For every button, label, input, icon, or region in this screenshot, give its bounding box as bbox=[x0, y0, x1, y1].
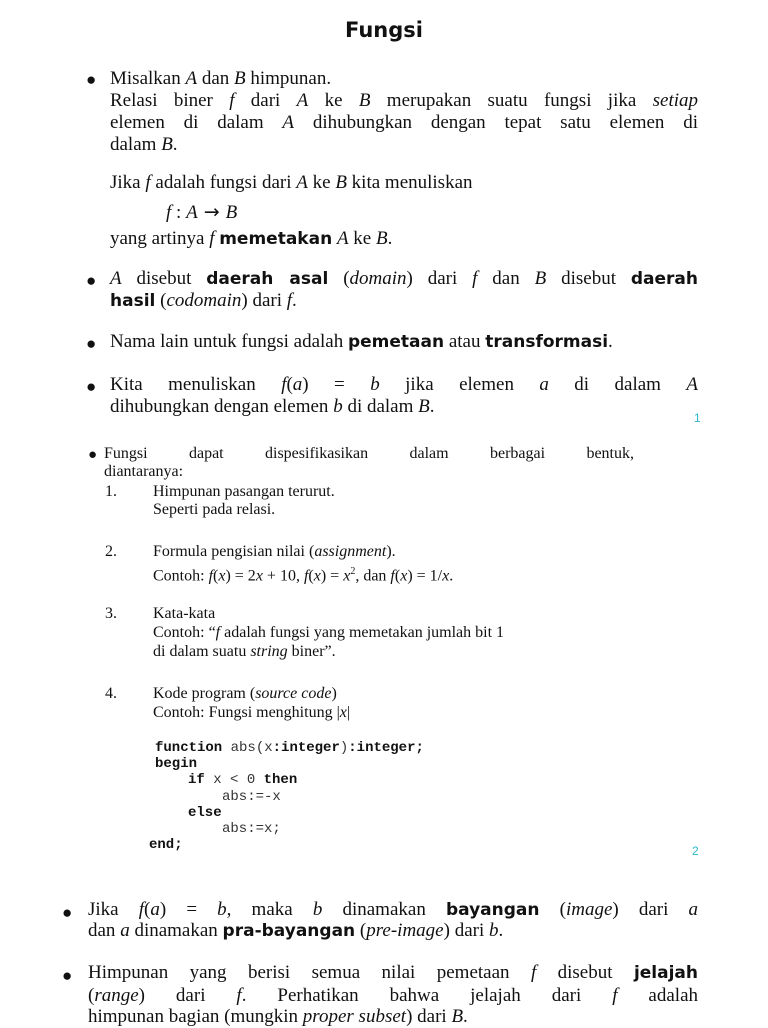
bullet-dot: ● bbox=[86, 70, 97, 89]
list-number: 2. bbox=[105, 543, 117, 560]
p2-item2-line2: Contoh: f(x) = 2x + 10, $f(x) = x^2$, dan f(x) = 1/x. bbox=[153, 566, 454, 585]
p2-item4-line2: Contoh: Fungsi menghitung |x| bbox=[153, 704, 351, 721]
p3-b1-line1: Jika f(a) = b, maka b dinamakan bayangan (image) dari a bbox=[88, 899, 699, 920]
p2-item1-line2: Seperti pada relasi. bbox=[153, 501, 276, 518]
page-title: Fungsi bbox=[345, 18, 423, 42]
p2-intro-line2: diantaranya: bbox=[104, 463, 184, 480]
bullet-dot: ● bbox=[86, 377, 97, 396]
list-number: 4. bbox=[105, 685, 117, 702]
p1-b1-line2: Relasi biner f dari A ke B merupakan suatu fungsi jika setiap bbox=[110, 90, 699, 111]
code-line-6: abs:=x; bbox=[222, 821, 281, 837]
p3-b2-line2: (range) dari f. Perhatikan bahwa jelajah dari f adalah bbox=[88, 985, 699, 1006]
p1-b1-line5: Jika f adalah fungsi dari A ke B kita menuliskan bbox=[110, 172, 473, 193]
code-line-1: function abs(x:integer):integer; bbox=[155, 740, 424, 756]
bullet-dot: ● bbox=[86, 271, 97, 290]
p1-b4-line1: Kita menuliskan f(a) = b jika elemen a di dalam A bbox=[110, 374, 698, 395]
p1-b1-line3: elemen di dalam A dihubungkan dengan tepat satu elemen di bbox=[110, 112, 698, 133]
page-number-2: 2 bbox=[692, 844, 699, 858]
p1-b2-line1: A disebut daerah asal (domain) dari f dan B disebut daerah bbox=[110, 268, 698, 289]
p2-item3-line2: Contoh: “f adalah fungsi yang memetakan jumlah bit 1 bbox=[153, 624, 505, 641]
code-line-2: begin bbox=[155, 756, 198, 772]
list-number: 3. bbox=[105, 605, 117, 622]
p2-item3-line1: Kata-kata bbox=[153, 605, 216, 622]
p2-intro-line1: Fungsi dapat dispesifikasikan dalam berbagai bentuk, bbox=[104, 445, 634, 462]
p1-b3-line1: Nama lain untuk fungsi adalah pemetaan atau transformasi. bbox=[110, 331, 613, 352]
bullet-dot: ● bbox=[86, 334, 97, 353]
p1-b4-line2: dihubungkan dengan elemen b di dalam B. bbox=[110, 396, 435, 417]
p1-b2-line2: hasil (codomain) dari f. bbox=[110, 290, 297, 311]
code-line-3: if x < 0 then bbox=[188, 772, 298, 788]
bullet-dot: ● bbox=[62, 903, 73, 922]
p1-b1-line4: dalam B. bbox=[110, 134, 178, 155]
bullet-dot: ● bbox=[62, 966, 73, 985]
bullet-dot: ● bbox=[88, 447, 98, 463]
p2-item1-line1: Himpunan pasangan terurut. bbox=[153, 483, 335, 500]
list-number: 1. bbox=[105, 483, 117, 500]
p3-b2-line1: Himpunan yang berisi semua nilai pemetaan f disebut jelajah bbox=[88, 962, 698, 983]
code-line-5: else bbox=[188, 805, 222, 821]
p3-b1-line2: dan a dinamakan pra-bayangan (pre-image) dari b. bbox=[88, 920, 504, 941]
p2-item4-line1: Kode program (source code) bbox=[153, 685, 337, 702]
p1-formula: f : A → B bbox=[166, 201, 238, 223]
p2-item2-line1: Formula pengisian nilai (assignment). bbox=[153, 543, 396, 560]
code-line-4: abs:=-x bbox=[222, 789, 281, 805]
code-line-7: end; bbox=[149, 837, 183, 853]
p1-b1-line1: Misalkan A dan B himpunan. bbox=[110, 68, 332, 89]
p2-item3-line3: di dalam suatu string biner”. bbox=[153, 643, 336, 660]
page-number-1: 1 bbox=[694, 411, 701, 425]
p1-b1-line7: yang artinya f memetakan A ke B. bbox=[110, 228, 393, 249]
arrow-right-icon: → bbox=[197, 201, 226, 223]
p3-b2-line3: himpunan bagian (mungkin proper subset) dari B. bbox=[88, 1006, 468, 1027]
